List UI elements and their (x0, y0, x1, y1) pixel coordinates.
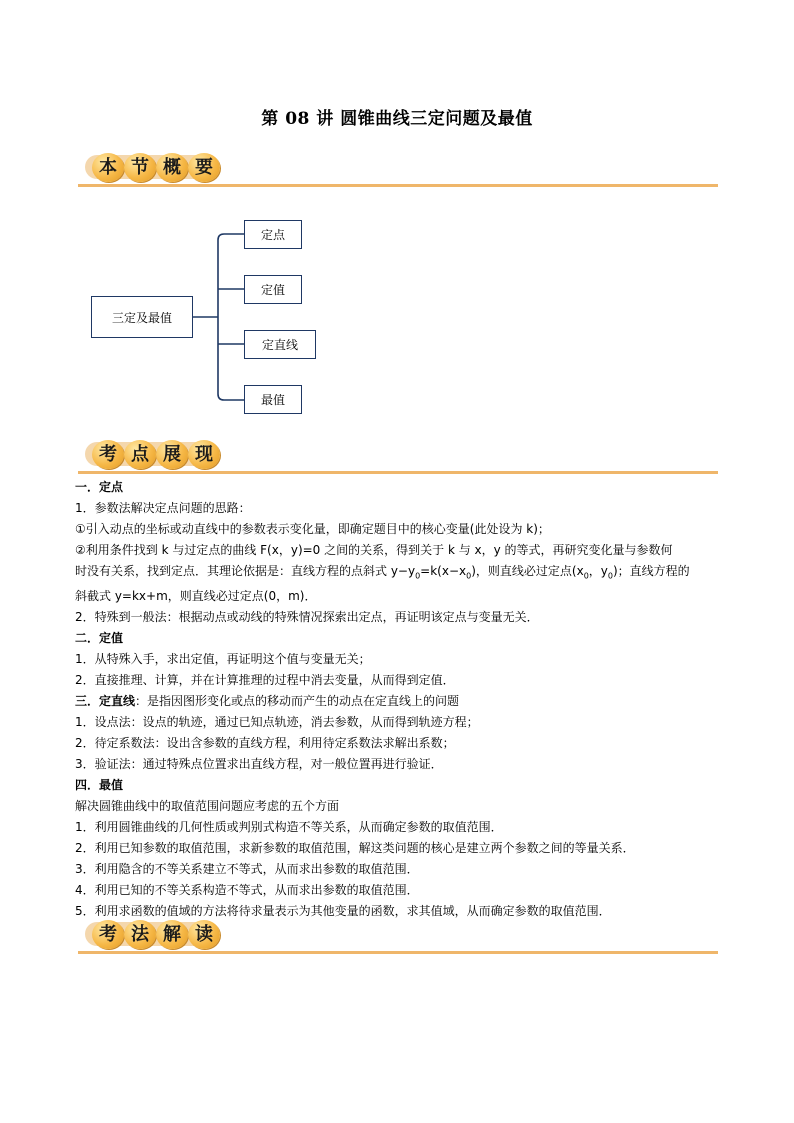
section-badge: 展 (156, 440, 188, 469)
paragraph: ①引入动点的坐标或动直线中的参数表示变化量，即确定题目中的核心变量(此处设为 k)； (75, 522, 550, 536)
text-span: )；直线方程的 (612, 564, 690, 578)
paragraph: 1．从特殊入手，求出定值，再证明这个值与变量无关； (75, 652, 371, 667)
mindmap-node: 定点 (244, 220, 302, 249)
heading-extreme-value: 四．最值 (75, 778, 124, 793)
paragraph: 2．待定系数法：设出含参数的直线方程，利用待定系数法求解出系数； (75, 736, 455, 751)
heading-fixed-line: 三．定直线 (75, 694, 136, 709)
section-badge: 考 (92, 920, 124, 949)
section-badge: 读 (188, 920, 220, 949)
section-header-points (78, 440, 718, 474)
content-body (75, 477, 725, 922)
paragraph: 1．利用圆锥曲线的几何性质或判别式构造不等关系，从而确定参数的取值范围． (75, 820, 503, 835)
subscript: 0 (466, 571, 472, 581)
mindmap-node: 定值 (244, 275, 302, 304)
subscript: 0 (583, 571, 589, 581)
heading-fixed-value: 二．定值 (75, 631, 124, 646)
text-span: ，y (588, 564, 608, 578)
section-badge: 法 (124, 920, 156, 949)
text-span: ：是指因图形变化或点的移动而产生的动点在定直线上的问题 (135, 694, 460, 709)
paragraph: 4．利用已知的不等关系构造不等式，从而求出参数的取值范围． (75, 883, 419, 898)
paragraph: 2．直接推理、计算，并在计算推理的过程中消去变量，从而得到定值． (75, 673, 455, 688)
paragraph (75, 561, 725, 586)
text-span: )，则直线必过定点(x (471, 564, 584, 578)
section-badge: 节 (124, 153, 156, 182)
subscript: 0 (607, 571, 613, 581)
paragraph: 斜截式 y=kx+m，则直线必过定点(0，m)． (75, 589, 317, 604)
section-rule (78, 471, 718, 474)
mindmap-root: 三定及最值 (91, 296, 193, 338)
paragraph: 3．验证法：通过特殊点位置求出直线方程，对一般位置再进行验证． (75, 757, 443, 772)
text-span: 时没有关系，找到定点．其理论依据是：直线方程的点斜式 y−y (75, 564, 416, 578)
paragraph: 1．设点法：设点的轨迹，通过已知点轨迹，消去参数，从而得到轨迹方程； (75, 715, 479, 730)
section-header-methods (78, 920, 718, 954)
mindmap-node: 定直线 (244, 330, 316, 359)
section-badge: 概 (156, 153, 188, 182)
section-badge: 解 (156, 920, 188, 949)
text-span: =k(x−x (420, 564, 467, 578)
section-badge: 点 (124, 440, 156, 469)
section-badge: 本 (92, 153, 124, 182)
section-badge: 考 (92, 440, 124, 469)
heading-fixed-point: 一．定点 (75, 480, 124, 494)
paragraph: 5．利用求函数的值域的方法将待求量表示为其他变量的函数，求其值域，从而确定参数的取值范围． (75, 904, 611, 919)
mindmap-connectors (0, 0, 794, 430)
section-badge: 要 (188, 153, 220, 182)
paragraph: ②利用条件找到 k 与过定点的曲线 F(x，y)=0 之间的关系，得到关于 k 与 x，y 的等式，再研究变化量与参数何 (75, 543, 673, 557)
paragraph: 3．利用隐含的不等关系建立不等式，从而求出参数的取值范围． (75, 862, 419, 877)
paragraph: 2．利用已知参数的取值范围，求新参数的取值范围，解这类问题的核心是建立两个参数之间的等量关系． (75, 841, 635, 856)
paragraph: 1．参数法解决定点问题的思路： (75, 501, 251, 515)
paragraph: 解决圆锥曲线中的取值范围问题应考虑的五个方面 (75, 799, 340, 814)
mindmap-node: 最值 (244, 385, 302, 414)
subscript: 0 (415, 571, 421, 581)
section-badge: 现 (188, 440, 220, 469)
page-title: 第 08 讲 圆锥曲线三定问题及最值 (261, 109, 533, 129)
paragraph: 2．特殊到一般法：根据动点或动线的特殊情况探索出定点，再证明该定点与变量无关． (75, 610, 539, 625)
paragraph (75, 691, 725, 712)
section-rule (78, 951, 718, 954)
